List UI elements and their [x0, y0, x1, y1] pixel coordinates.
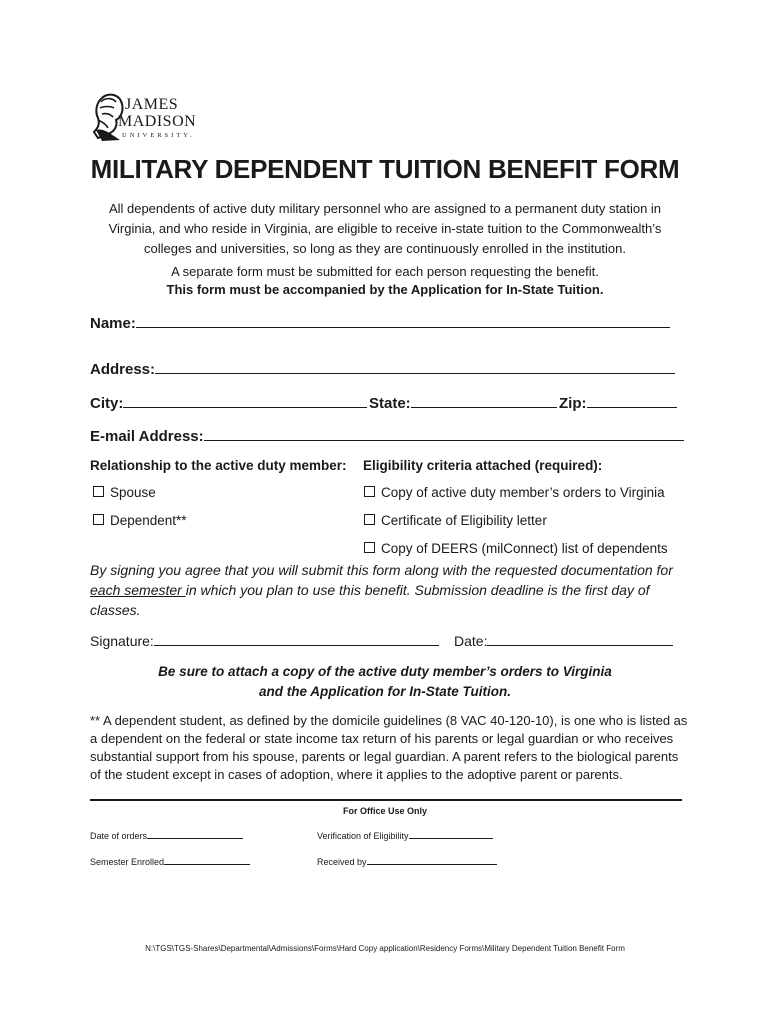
- date-of-orders-label: Date of orders: [90, 831, 148, 841]
- date-field[interactable]: [454, 631, 673, 649]
- checkbox[interactable]: [93, 514, 104, 525]
- email-line[interactable]: [204, 426, 684, 441]
- verification-label: Verification of Eligibility: [317, 831, 409, 841]
- semester-enrolled-field[interactable]: [90, 856, 250, 867]
- office-use-title: For Office Use Only: [342, 806, 428, 816]
- state-label: State:: [369, 395, 411, 412]
- address-field[interactable]: [90, 359, 675, 378]
- address-line[interactable]: [155, 359, 675, 374]
- signing-underlined: each semester: [90, 582, 186, 598]
- checkbox[interactable]: [364, 542, 375, 553]
- signing-text-2: in which you plan to use this benefit. Submission deadline is the first day of classes.: [90, 582, 650, 618]
- option-label: Dependent**: [110, 513, 187, 528]
- option-label: Certificate of Eligibility letter: [381, 513, 547, 528]
- checkbox[interactable]: [364, 486, 375, 497]
- relationship-option-spouse[interactable]: [93, 485, 156, 500]
- verification-field[interactable]: [317, 830, 493, 841]
- dependent-footnote: ** A dependent student, as defined by the domicile guidelines (8 VAC 40-120-10), is one who is listed as a dependent on the federal or state income tax return of his parents or legal guardian or who receives substantial support from his spouse, parents or legal guardian. A parent refers to the biological parents of the student except in cases of adoption, where it applies to the adoptive parent or parents.: [90, 713, 688, 782]
- form-title: MILITARY DEPENDENT TUITION BENEFIT FORM: [90, 154, 680, 184]
- semester-enrolled-line[interactable]: [164, 856, 250, 865]
- university-logo: [92, 92, 222, 148]
- state-field[interactable]: [369, 393, 557, 412]
- separate-form-note: A separate form must be submitted for each person requesting the benefit.: [171, 264, 599, 279]
- signature-label: Signature:: [90, 633, 154, 649]
- eligibility-option-deers[interactable]: [364, 541, 668, 556]
- accompany-note: This form must be accompanied by the Application for In-State Tuition.: [166, 282, 604, 297]
- received-by-label: Received by: [317, 857, 367, 867]
- name-field[interactable]: [90, 313, 670, 332]
- intro-paragraph: All dependents of active duty military personnel who are assigned to a permanent duty station in Virginia, and who reside in Virginia, are eligible to receive in-state tuition to the Commonwealth’s colleges and universities, so long as they are continuously enrolled in the institution.: [108, 201, 662, 256]
- logo-line-2: MADISON: [118, 113, 197, 130]
- checkbox[interactable]: [93, 486, 104, 497]
- checkbox[interactable]: [364, 514, 375, 525]
- received-by-field[interactable]: [317, 856, 497, 867]
- option-label: Copy of DEERS (milConnect) list of dependents: [381, 541, 668, 556]
- city-label: City:: [90, 395, 124, 412]
- signature-line[interactable]: [154, 631, 439, 646]
- date-label: Date:: [454, 633, 488, 649]
- verification-line[interactable]: [409, 830, 493, 839]
- date-of-orders-line[interactable]: [147, 830, 243, 839]
- signature-field[interactable]: [90, 631, 439, 649]
- city-field[interactable]: [90, 393, 367, 412]
- eligibility-heading: Eligibility criteria attached (required):: [363, 458, 603, 473]
- state-line[interactable]: [411, 393, 557, 408]
- zip-label: Zip:: [559, 395, 587, 412]
- attach-note-line-1: Be sure to attach a copy of the active duty member’s orders to Virginia: [158, 664, 612, 679]
- logo-line-1: JAMES: [125, 96, 179, 113]
- date-of-orders-field[interactable]: [90, 830, 243, 841]
- option-label: Spouse: [110, 485, 156, 500]
- logo-line-3: UNIVERSITY.: [122, 132, 195, 139]
- semester-enrolled-label: Semester Enrolled: [90, 857, 165, 867]
- name-line[interactable]: [136, 313, 670, 328]
- relationship-option-dependent[interactable]: [93, 513, 187, 528]
- city-line[interactable]: [123, 393, 367, 408]
- attach-note: [0, 662, 770, 702]
- signing-agreement: [90, 560, 690, 620]
- email-field[interactable]: [90, 426, 684, 445]
- option-label: Copy of active duty member’s orders to Virginia: [381, 485, 665, 500]
- signing-text-1: By signing you agree that you will submit this form along with the requested documentation for: [90, 562, 673, 578]
- received-by-line[interactable]: [367, 856, 497, 865]
- eligibility-option-orders[interactable]: [364, 485, 665, 500]
- address-label: Address:: [90, 361, 156, 378]
- relationship-heading: Relationship to the active duty member:: [90, 458, 347, 473]
- name-label: Name:: [90, 315, 136, 332]
- email-label: E-mail Address:: [90, 428, 204, 445]
- file-path-footer: N:\TGS\TGS-Shares\Departmental\Admissions\Forms\Hard Copy application\Residency Forms\Military Dependent Tuition Benefit Form: [145, 944, 625, 953]
- attach-note-line-2: and the Application for In-State Tuition.: [259, 684, 511, 699]
- office-divider: [90, 799, 682, 801]
- date-line[interactable]: [487, 631, 673, 646]
- eligibility-option-certificate[interactable]: [364, 513, 547, 528]
- zip-line[interactable]: [587, 393, 677, 408]
- zip-field[interactable]: [559, 393, 677, 412]
